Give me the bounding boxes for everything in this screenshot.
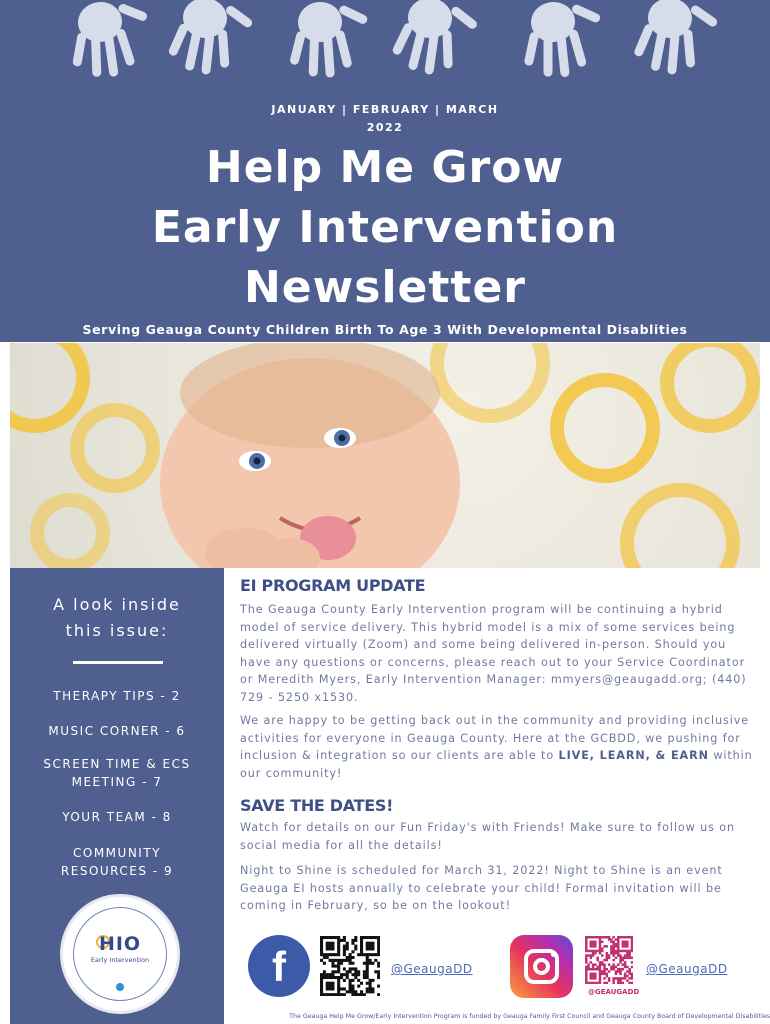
- ohio-early-intervention-seal: [60, 894, 180, 1014]
- baby-illustration: [10, 343, 760, 568]
- handprint-banner: [0, 0, 770, 100]
- contents-item-music-corner: MUSIC CORNER - 6: [48, 724, 186, 738]
- contents-heading: A look inside this issue:: [53, 595, 181, 640]
- baby-photo: [10, 343, 760, 568]
- main-content: [240, 576, 755, 915]
- contents-item-community-resources: COMMUNITY RESOURCES - 9: [60, 846, 174, 878]
- seal-logo-subtext: Early Intervention: [90, 956, 150, 964]
- seal-logo-text: HIO: [98, 933, 142, 955]
- newsletter-title-line-3: Newsletter: [243, 262, 527, 313]
- table-of-contents: [10, 568, 224, 1024]
- funding-footer: The Geauga Help Me Grow/Early Intervention Program is funded by Geauga Family First Council and Geauga County Board of Developmental Disabilities: [289, 1013, 770, 1020]
- instagram-qr-tag: @GEAUGADD: [588, 988, 640, 996]
- ei-program-update-heading: EI PROGRAM UPDATE: [240, 576, 426, 595]
- facebook-qr-code: [320, 936, 380, 996]
- newsletter-header: [0, 0, 770, 342]
- ei-program-update-paragraph-2: We are happy to be getting back out in the community and providing inclusive activities for everyone in Geauga County. Here at the GCBDD, we pushing for inclusion & integration so our clients are able to LIVE, LEARN, & EARN within our community!: [240, 714, 753, 780]
- newsletter-subtitle: Serving Geauga County Children Birth To Age 3 With Developmental Disablities: [82, 322, 688, 337]
- instagram-qr-code: [585, 936, 633, 984]
- facebook-handle-link[interactable]: @GeaugaDD: [391, 962, 473, 976]
- contents-divider: [73, 661, 163, 664]
- newsletter-title-line-2: Early Intervention: [151, 202, 619, 253]
- contents-item-therapy-tips: THERAPY TIPS - 2: [53, 689, 181, 703]
- save-the-dates-paragraph-2: Night to Shine is scheduled for March 31, 2022! Night to Shine is an event Geauga EI hosts annually to celebrate your child! Formal invitation will be coming in February, so be on the lookout!: [240, 864, 723, 912]
- contents-item-screen-time: SCREEN TIME & ECS MEETING - 7: [43, 757, 191, 789]
- contents-item-your-team: YOUR TEAM - 8: [62, 810, 172, 824]
- issue-months: JANUARY | FEBRUARY | MARCH: [271, 103, 499, 116]
- save-the-dates-heading: SAVE THE DATES!: [240, 796, 394, 815]
- instagram-icon[interactable]: [510, 935, 573, 998]
- facebook-icon[interactable]: f: [248, 935, 310, 997]
- instagram-handle-link[interactable]: @GeaugaDD: [646, 962, 728, 976]
- issue-year: 2022: [366, 121, 404, 134]
- save-the-dates-paragraph-1: Watch for details on our Fun Friday's with Friends! Make sure to follow us on social media for all the details!: [240, 821, 736, 852]
- ei-program-update-paragraph-1: The Geauga County Early Intervention program will be continuing a hybrid model of service delivery. This hybrid model is a mix of some services being delivered virtually (Zoom) and some being delivered in-person. Should you have any questions or concerns, please reach out to your Service Coordinator or Meredith Myers, Early Intervention Manager: mmyers@geaugadd.org; (440) 729 - 5250 x1530.: [240, 603, 747, 704]
- newsletter-title-line-1: Help Me Grow: [205, 142, 565, 193]
